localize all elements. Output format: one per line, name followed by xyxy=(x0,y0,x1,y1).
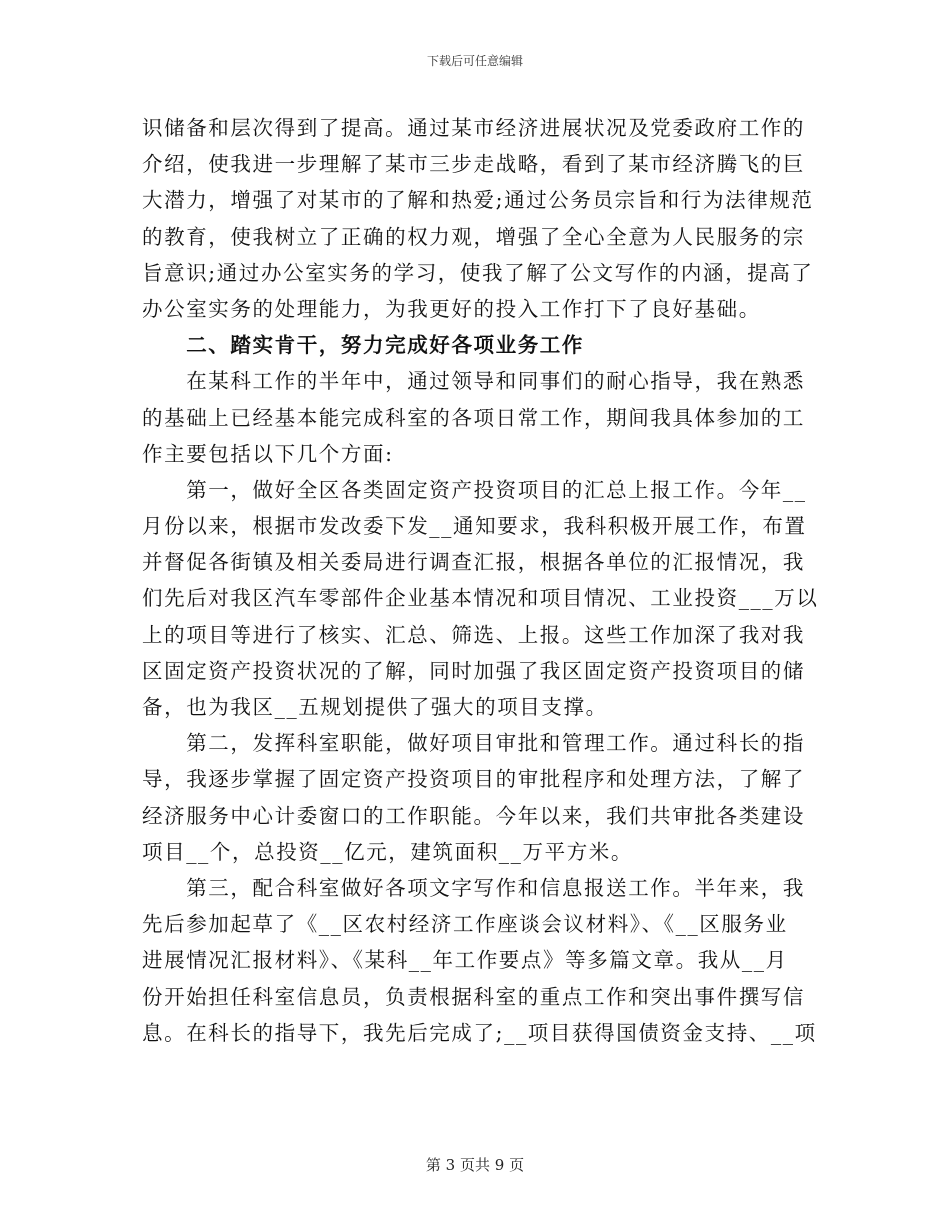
text-line: 经济服务中心计委窗口的工作职能。今年以来，我们共审批各类建设 xyxy=(142,803,805,828)
text-line: 项目__个，总投资__亿元，建筑面积__万平方米。 xyxy=(142,839,633,864)
text-line: 份开始担任科室信息员，负责根据科室的重点工作和突出事件撰写信 xyxy=(142,984,805,1009)
text-line: 们先后对我区汽车零部件企业基本情况和项目情况、工业投资___万以 xyxy=(142,586,819,611)
text-line: 第三，配合科室做好各项文字写作和信息报送工作。半年来，我 xyxy=(142,875,805,900)
text-line: 第二，发挥科室职能，做好项目审批和管理工作。通过科长的指 xyxy=(142,731,805,756)
document-body xyxy=(142,110,819,1051)
text-line: 大潜力，增强了对某市的了解和热爱;通过公务员宗旨和行为法律规范 xyxy=(142,188,814,213)
section-heading: 二、踏实肯干，努力完成好各项业务工作 xyxy=(142,333,584,358)
text-line: 介绍，使我进一步理解了某市三步走战略，看到了某市经济腾飞的巨 xyxy=(142,152,805,177)
text-line: 进展情况汇报材料》、《某科__年工作要点》等多篇文章。我从__月 xyxy=(142,948,788,973)
text-line: 作主要包括以下几个方面: xyxy=(142,441,394,466)
text-line: 导，我逐步掌握了固定资产投资项目的审批程序和处理方法，了解了 xyxy=(142,767,805,792)
text-line: 并督促各街镇及相关委局进行调查汇报，根据各单位的汇报情况，我 xyxy=(142,550,805,575)
page-header: 下载后可任意编辑 xyxy=(426,54,523,68)
text-line: 办公室实务的处理能力，为我更好的投入工作打下了良好基础。 xyxy=(142,296,761,321)
text-line: 第一，做好全区各类固定资产投资项目的汇总上报工作。今年__ xyxy=(142,477,807,502)
text-line: 区固定资产投资状况的了解，同时加强了我区固定资产投资项目的储 xyxy=(142,658,805,683)
text-line: 在某科工作的半年中，通过领导和同事们的耐心指导，我在熟悉 xyxy=(142,369,805,394)
text-line: 息。在科长的指导下，我先后完成了;__项目获得国债资金支持、__项 xyxy=(142,1020,817,1045)
text-line: 先后参加起草了《__区农村经济工作座谈会议材料》、《__区服务业 xyxy=(142,912,788,937)
page-footer: 第 3 页共 9 页 xyxy=(425,1156,525,1174)
text-line: 的基础上已经基本能完成科室的各项日常工作，期间我具体参加的工 xyxy=(142,405,805,430)
text-line: 识储备和层次得到了提高。通过某市经济进展状况及党委政府工作的 xyxy=(142,116,805,140)
text-line: 备，也为我区__五规划提供了强大的项目支撑。 xyxy=(142,695,608,719)
text-line: 月份以来，根据市发改委下发__通知要求，我科积极开展工作，布置 xyxy=(142,514,807,539)
text-line: 上的项目等进行了核实、汇总、筛选、上报。这些工作加深了我对我 xyxy=(142,622,805,647)
text-line: 旨意识;通过办公室实务的学习，使我了解了公文写作的内涵，提高了 xyxy=(142,260,814,285)
text-line: 的教育，使我树立了正确的权力观，增强了全心全意为人民服务的宗 xyxy=(142,224,805,249)
